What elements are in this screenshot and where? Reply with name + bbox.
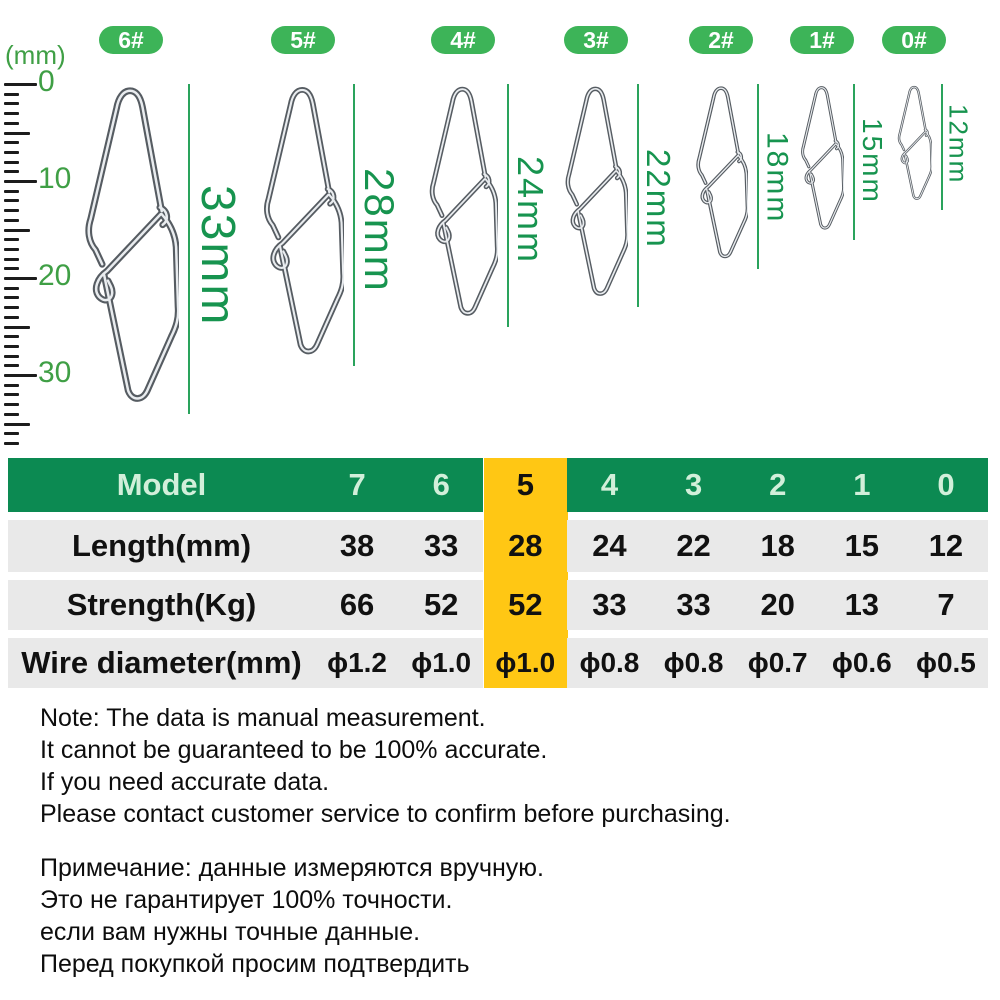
measure-line <box>353 84 355 366</box>
ruler-tick <box>4 355 19 358</box>
table-cell: 28 <box>508 528 543 563</box>
ruler-tick <box>4 229 30 232</box>
ruler-tick <box>4 170 19 173</box>
ruler-tick <box>4 190 19 193</box>
ruler-tick <box>4 384 19 387</box>
table-cell: 52 <box>508 587 543 622</box>
ruler-tick-label: 30 <box>38 356 72 389</box>
size-badge: 0# <box>882 26 946 54</box>
table-cell: 6 <box>399 458 483 512</box>
ruler-tick <box>4 374 37 377</box>
ruler-tick <box>4 151 19 154</box>
table-cell: 0 <box>904 458 988 512</box>
row-label: Wire diameter(mm) <box>8 638 315 688</box>
ruler-tick-label: 0 <box>38 65 55 98</box>
ruler-tick <box>4 161 19 164</box>
table-cell: 5 <box>516 467 534 502</box>
measure-line <box>941 84 943 210</box>
size-badge: 4# <box>431 26 495 54</box>
ruler-tick <box>4 122 19 125</box>
table-row <box>8 580 988 630</box>
ruler-tick <box>4 326 30 329</box>
ruler-tick <box>4 102 19 105</box>
note-line: Please contact customer service to confirm before purchasing. <box>40 800 731 828</box>
table-cell: ϕ0.8 <box>652 638 736 688</box>
table-cell: 4 <box>567 458 651 512</box>
measure-line <box>853 84 855 240</box>
ruler-tick <box>4 132 30 135</box>
note-line: Это не гарантирует 100% точности. <box>40 886 453 914</box>
table-cell: ϕ0.5 <box>904 638 988 688</box>
notes-english <box>40 702 731 830</box>
table-row <box>8 638 988 688</box>
ruler-tick <box>4 83 37 86</box>
table-cell: 66 <box>315 580 399 630</box>
ruler-tick <box>4 112 19 115</box>
size-badge: 5# <box>271 26 335 54</box>
ruler-tick <box>4 287 19 290</box>
ruler-tick <box>4 432 19 435</box>
measure-label: 12mm <box>943 104 974 185</box>
table-cell: 12 <box>904 520 988 572</box>
note-line: If you need accurate data. <box>40 768 330 796</box>
table-cell: 20 <box>736 580 820 630</box>
ruler-tick <box>4 335 19 338</box>
table-cell: ϕ1.0 <box>399 638 483 688</box>
ruler-tick <box>4 248 19 251</box>
measure-line <box>188 84 190 414</box>
table-cell: 18 <box>736 520 820 572</box>
ruler-tick <box>4 306 19 309</box>
note-line: Note: The data is manual measurement. <box>40 704 486 732</box>
ruler-tick <box>4 316 19 319</box>
ruler-tick <box>4 442 19 445</box>
row-label: Strength(Kg) <box>8 580 315 630</box>
note-line: Примечание: данные измеряются вручную. <box>40 854 544 882</box>
ruler-tick <box>4 199 19 202</box>
measure-label: 28mm <box>356 168 403 293</box>
notes-russian <box>40 852 544 980</box>
snap-illustration <box>428 85 498 318</box>
table-cell: 33 <box>567 580 651 630</box>
table-cell: 15 <box>820 520 904 572</box>
table-cell: 7 <box>315 458 399 512</box>
table-cell: ϕ1.0 <box>495 647 556 678</box>
ruler-tick <box>4 180 37 183</box>
measure-line <box>757 84 759 269</box>
ruler-unit-label: (mm) <box>5 40 66 70</box>
ruler-tick <box>4 93 19 96</box>
ruler-tick <box>4 141 19 144</box>
size-badge: 3# <box>564 26 628 54</box>
table-row <box>8 520 988 572</box>
snap-illustration <box>262 85 344 357</box>
measure-label: 15mm <box>857 118 888 204</box>
table-cell: 22 <box>652 520 736 572</box>
ruler-tick <box>4 209 19 212</box>
ruler-tick <box>4 413 19 416</box>
measure-label: 33mm <box>191 185 244 327</box>
ruler-tick <box>4 219 19 222</box>
table-cell: 3 <box>652 458 736 512</box>
table-cell: 7 <box>904 580 988 630</box>
measure-line <box>637 84 639 307</box>
ruler-tick <box>4 258 19 261</box>
ruler-tick <box>4 345 19 348</box>
measure-label: 24mm <box>510 156 551 265</box>
note-line: если вам нужны точные данные. <box>40 918 421 946</box>
note-line: Перед покупкой просим подтвердить <box>40 950 470 978</box>
table-cell: 2 <box>736 458 820 512</box>
table-cell: 13 <box>820 580 904 630</box>
snap-illustration <box>83 85 179 405</box>
ruler-tick <box>4 393 19 396</box>
measure-label: 18mm <box>760 132 794 224</box>
measure-line <box>507 84 509 327</box>
table-cell: 33 <box>652 580 736 630</box>
ruler-tick <box>4 267 19 270</box>
table-cell: 52 <box>399 580 483 630</box>
size-badge: 1# <box>790 26 854 54</box>
snap-illustration <box>695 85 748 260</box>
spec-table <box>8 458 988 688</box>
row-label: Model <box>8 458 315 512</box>
measure-label: 22mm <box>640 149 677 249</box>
snap-illustration <box>564 85 628 298</box>
ruler-tick <box>4 238 19 241</box>
ruler-tick <box>4 277 37 280</box>
snap-illustration <box>897 85 932 201</box>
snap-illustration <box>800 85 844 231</box>
table-cell: ϕ0.8 <box>567 638 651 688</box>
size-badge: 6# <box>99 26 163 54</box>
table-cell: ϕ0.7 <box>736 638 820 688</box>
table-cell: 24 <box>567 520 651 572</box>
table-cell: ϕ1.2 <box>315 638 399 688</box>
ruler-tick <box>4 364 19 367</box>
ruler-tick <box>4 423 30 426</box>
note-line: It cannot be guaranteed to be 100% accurate. <box>40 736 548 764</box>
table-cell: 1 <box>820 458 904 512</box>
ruler-tick <box>4 296 19 299</box>
table-cell: ϕ0.6 <box>820 638 904 688</box>
row-label: Length(mm) <box>8 520 315 572</box>
table-header-row <box>8 458 988 512</box>
size-badge: 2# <box>689 26 753 54</box>
ruler-tick-label: 10 <box>38 162 72 195</box>
ruler-tick <box>4 403 19 406</box>
ruler-tick-label: 20 <box>38 259 72 292</box>
table-cell: 33 <box>399 520 483 572</box>
table-cell: 38 <box>315 520 399 572</box>
